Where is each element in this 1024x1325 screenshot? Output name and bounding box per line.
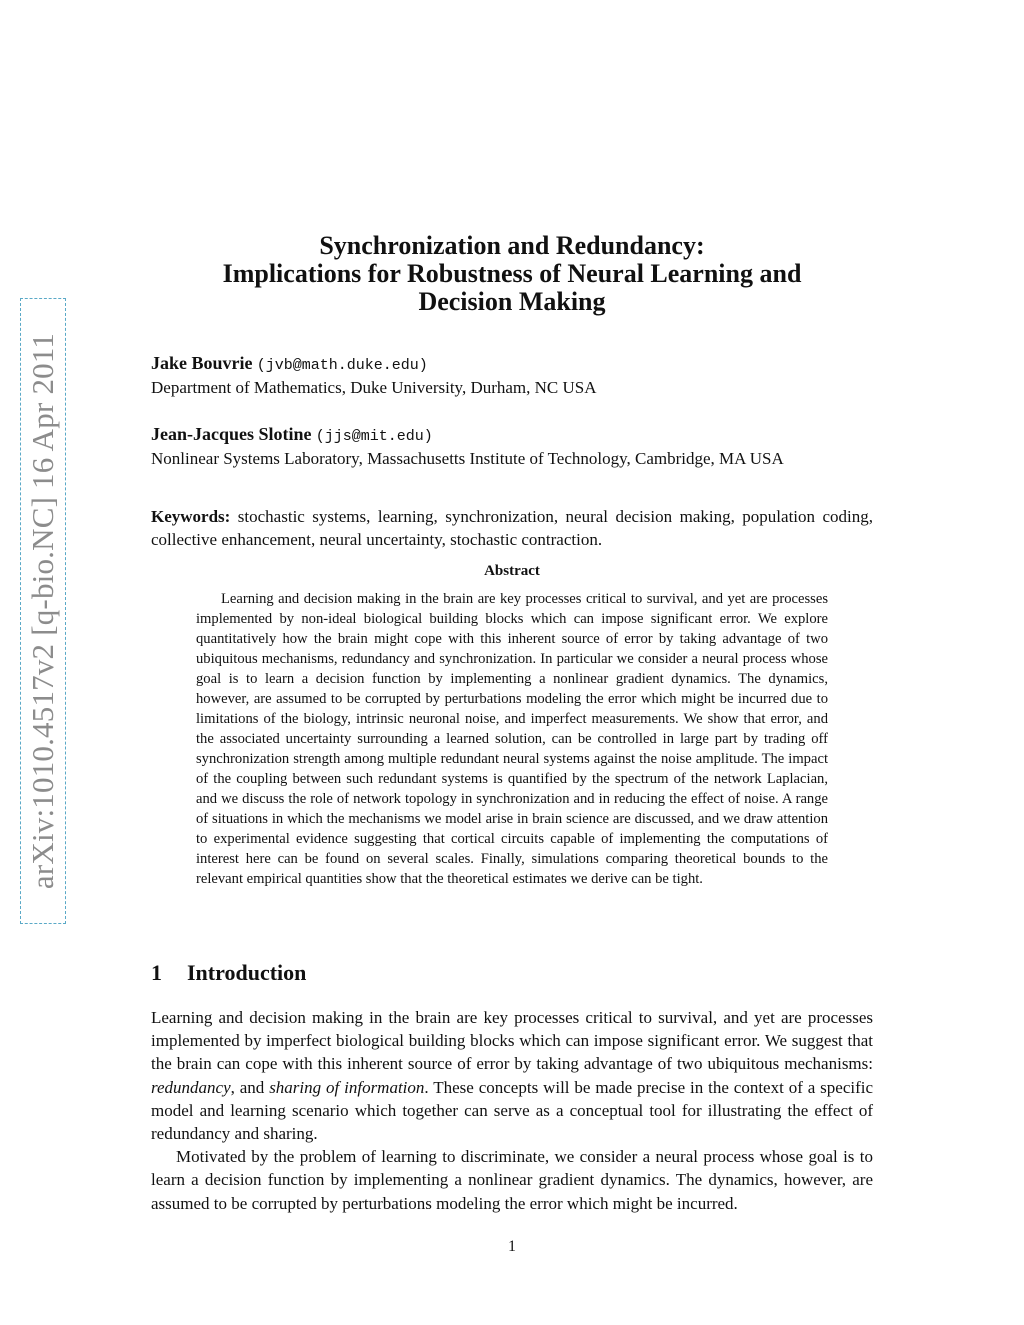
author-block-2 xyxy=(151,423,784,470)
author-block-1 xyxy=(151,352,597,399)
text-run: Learning and decision making in the brain are key processes critical to survival, and yet are processes implemented by imperfect biological building blocks which can impose significant error. We suggest that the brain can cope with this inherent source of error by taking advantage of two ubiquitous mechanisms: xyxy=(151,1008,873,1074)
author-name: Jake Bouvrie xyxy=(151,353,253,373)
text-run: , and xyxy=(230,1077,270,1097)
keywords xyxy=(151,505,873,551)
author-email: (jvb@math.duke.edu) xyxy=(256,357,428,374)
title-line: Implications for Robustness of Neural Learning and xyxy=(222,259,802,288)
section-title: Introduction xyxy=(187,960,307,985)
keywords-text: stochastic systems, learning, synchronization, neural decision making, population coding, collective enhancement, neural uncertainty, stochastic contraction. xyxy=(151,507,874,549)
arxiv-stamp xyxy=(20,298,66,924)
keywords-label: Keywords: xyxy=(151,507,231,526)
section-heading xyxy=(151,960,306,986)
author-affiliation: Department of Mathematics, Duke University, Durham, NC USA xyxy=(151,378,597,397)
author-email: (jjs@mit.edu) xyxy=(315,428,433,445)
title-line: Decision Making xyxy=(418,287,606,316)
abstract-heading: Abstract xyxy=(484,563,540,579)
abstract-text: Learning and decision making in the brain are key processes critical to survival, and yet are processes implemented by non-ideal biological building blocks which can impose significant error. We explore quantitatively how the brain might cope with this inherent source of error by taking advantage of two ubiquitous mechanisms, redundancy and synchronization. In particular we consider a neural process whose goal is to learn a decision function by implementing a nonlinear gradient dynamics. The dynamics, however, are assumed to be corrupted by perturbations modeling the error which might be incurred due to limitations of the biology, intrinsic neuronal noise, and imperfect measurements. We show that error, and the associated uncertainty surrounding a learned solution, can be controlled in large part by trading off synchronization strength among multiple redundant neural systems against the noise amplitude. The impact of the coupling between such redundant systems is quantified by the spectrum of the network Laplacian, and we discuss the role of network topology in synchronization and in reducing the effect of noise. A range of situations in which the mechanisms we model arise in brain science are discussed, and we draw attention to experimental evidence suggesting that cortical circuits capable of implementing the computations of interest here can be found on several scales. Finally, simulations comparing theoretical bounds to the relevant empirical quantities show that the theoretical estimates we derive can be tight. xyxy=(196,591,828,887)
author-name: Jean-Jacques Slotine xyxy=(151,424,312,444)
paragraph: Motivated by the problem of learning to discriminate, we consider a neural process whose goal is to learn a decision function by implementing a nonlinear gradient dynamics. The dynamics, however, are assumed to be corrupted by perturbations modeling the error which might be incurred. xyxy=(151,1147,873,1213)
title-line: Synchronization and Redundancy: xyxy=(319,231,705,260)
author-affiliation: Nonlinear Systems Laboratory, Massachusetts Institute of Technology, Cambridge, MA USA xyxy=(151,449,784,468)
introduction-body xyxy=(151,1006,873,1215)
paragraph xyxy=(151,1006,873,1145)
arxiv-identifier: arXiv:1010.4517v2 [q-bio.NC] 16 Apr 2011 xyxy=(25,332,60,890)
page-number: 1 xyxy=(508,1238,516,1255)
paper-title xyxy=(150,232,874,316)
emphasis: sharing of information xyxy=(269,1077,425,1097)
emphasis: redundancy xyxy=(151,1077,231,1097)
text-run: . These concepts will be made precise in the context of a specific model and learning scenario which together can serve as a conceptual tool for illustrating the effect of redundancy and sharing. xyxy=(151,1077,874,1144)
section-number: 1 xyxy=(151,960,162,985)
